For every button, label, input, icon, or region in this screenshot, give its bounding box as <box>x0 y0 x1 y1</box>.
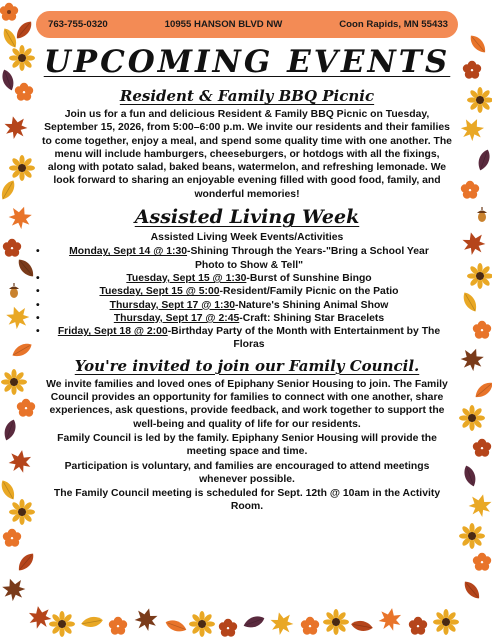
family-council-schedule: The Family Council meeting is scheduled for Sept. 12th @ 10am in the Activity Room. <box>53 488 441 513</box>
city-state-zip: Coon Rapids, MN 55433 <box>339 19 448 30</box>
sunflower-icon <box>9 45 35 71</box>
street-address: 10955 HANSON BLVD NW <box>164 19 283 30</box>
fall-flower-icon <box>0 3 18 21</box>
list-item <box>46 325 448 352</box>
picnic-body: Join us for a fun and delicious Resident & Family BBQ Picnic on Tuesday, September 15, 2026, from 5:00–6:00 p.m. We invite our residents and their families to come together, enjoy a meal, and spend some quality time with one another. The menu will include hamburgers, cheeseburgers, or hotdogs with all the fixings, along with potato salad, baked beans, watermelon, and refreshing lemonade. We look forward to sharing an enjoyable evening filled with good food, family, and wonderful memories! <box>42 109 452 200</box>
page-title: UPCOMING EVENTS <box>43 44 451 80</box>
event-description: -Resident/Family Picnic on the Patio <box>219 286 399 298</box>
family-council-section <box>40 356 454 514</box>
family-council-participation: Participation is voluntary, and families are encouraged to attend meetings whenever possible. <box>64 460 430 485</box>
event-date: Thursday, Sept 17 @ 2:45 <box>113 312 240 324</box>
phone-number: 763-755-0320 <box>48 19 108 30</box>
list-item <box>46 285 448 298</box>
list-item <box>46 299 448 312</box>
event-date: Tuesday, Sept 15 @ 5:00 <box>99 286 220 298</box>
header-contact-bar <box>36 11 458 38</box>
event-date: Thursday, Sept 17 @ 1:30 <box>109 299 236 311</box>
family-council-heading: You're invited to join our Family Council. <box>74 356 420 375</box>
event-description: -Craft: Shining Star Bracelets <box>239 312 385 324</box>
picnic-section <box>40 86 454 201</box>
event-list <box>40 245 454 351</box>
event-date: Friday, Sept 18 @ 2:00 <box>57 326 168 338</box>
assisted-living-heading: Assisted Living Week <box>134 206 360 229</box>
list-item <box>46 245 448 272</box>
list-item <box>46 272 448 285</box>
list-item <box>46 312 448 325</box>
family-council-led-by: Family Council is led by the family. Epiphany Senior Housing will provide the meeting space and time. <box>57 432 437 458</box>
event-date: Monday, Sept 14 @ 1:30 <box>69 246 188 258</box>
family-council-intro: We invite families and loved ones of Epiphany Senior Housing to join. The Family Council provides an opportunity for families to connect with one another, share experiences, ask questions, provide feedback, and work together to support the well-being and quality of life for our residents. <box>46 378 448 430</box>
picnic-heading: Resident & Family BBQ Picnic <box>119 87 375 105</box>
acorn-icon <box>9 283 19 298</box>
assisted-living-subheading: Assisted Living Week Events/Activities <box>150 232 344 244</box>
newsletter-content <box>40 42 454 515</box>
event-description: -Burst of Sunshine Bingo <box>246 272 372 284</box>
event-description: -Nature's Shining Animal Show <box>235 299 389 311</box>
event-description: -Birthday Party of the Month with Entertainment by The Floras <box>167 326 441 351</box>
assisted-living-section <box>40 205 454 352</box>
event-date: Tuesday, Sept 15 @ 1:30 <box>126 272 247 284</box>
event-description: -Shining Through the Years-"Bring a School Year Photo to Show & Tell" <box>187 246 429 271</box>
